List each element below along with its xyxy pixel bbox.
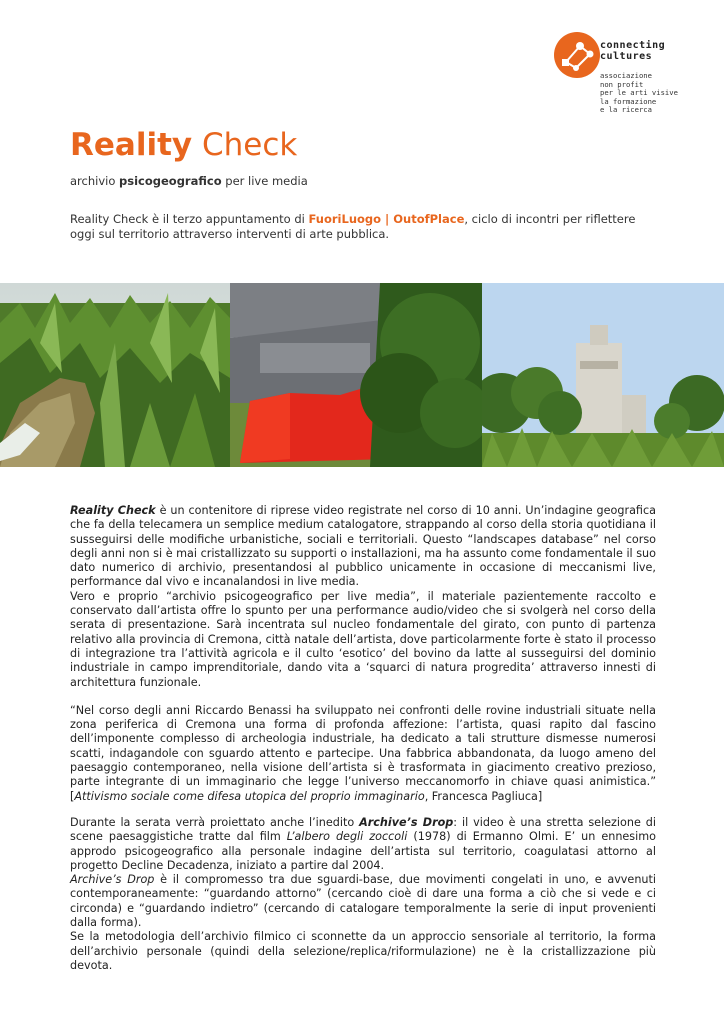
paragraph-5 xyxy=(70,873,656,930)
p5-b: è il compromesso tra due sguardi-base, due movimenti congelati in uno, e avvenuti contemporaneamente: “guardando attorno” (cercando cioè di dare una forma a ciò che si vede e ci circonda) e “guardando indietro” (cercando di catalogare temporalmente la serie di input provenienti dalla forma). xyxy=(70,873,656,930)
title-part1: Reality xyxy=(70,127,193,163)
intro-paragraph xyxy=(70,212,660,242)
subtitle-pre: archivio xyxy=(70,174,120,188)
logo-tagline-line: e la ricerca xyxy=(600,105,652,115)
paragraph-3 xyxy=(70,704,656,804)
quote-text: “Nel corso degli anni Riccardo Benassi ha sviluppato nei confronti delle rovine industriali situate nella zona periferica di Cremona una forma di profonda affezione: l’artista, quasi rapito dal fascino dell’imponente complesso di archeologia industriale, ha dedicato a tali strutture dismesse numerosi scatti, indagandole con sguardo attento e partecipe. Una fabbrica abbandonata, da luogo ameno del paesaggio contemporaneo, nella visione dell’artista si è trasformata in giacimento creativo prezioso, parte integrante di un immaginario che legge l’universo meccanomorfo in chiave quasi animistica.” [ xyxy=(70,703,656,803)
film-title: L’albero degli zoccoli xyxy=(286,830,408,844)
archives-drop-italic: Archive’s Drop xyxy=(70,873,155,887)
cornfield-photo xyxy=(0,283,230,467)
logo-tagline-line: per le arti visive xyxy=(600,88,678,98)
title-part2: Check xyxy=(201,127,298,163)
reality-check-lead: Reality Check xyxy=(70,504,156,517)
intro-pre: Reality Check è il terzo appuntamento di xyxy=(70,212,309,226)
logo-wordmark xyxy=(600,40,665,62)
logo-name-line2: cultures xyxy=(600,51,653,62)
event-link[interactable]: FuoriLuogo | OutofPlace xyxy=(308,212,465,226)
paragraph-1 xyxy=(70,504,656,590)
page-subtitle xyxy=(70,174,308,188)
archives-drop-title: Archive’s Drop xyxy=(359,815,454,829)
logo-tagline xyxy=(600,72,678,115)
logo-name-line1: connecting xyxy=(600,40,666,51)
intro-post: , ciclo di incontri per riflettere oggi sul territorio attraverso interventi di arte pubblica. xyxy=(70,212,636,241)
subtitle-post: per live media xyxy=(221,174,308,188)
p4-a: Durante la serata verrà proiettato anche l’inedito xyxy=(70,815,360,829)
paragraph-2: Vero e proprio “archivio psicogeografico per live media”, il materiale pazientemente raccolto e conservato dall’artista offre lo spunto per una performance audio/video che si svolgerà nel corso della serata di presentazione. Sarà incentrata sul nucleo fondamentale del girato, con punto di partenza relativo alla provincia di Cremona, città natale dell’artista, dove particolarmente forte è stato il processo di integrazione tra l’attività agricola e il culto ‘esotico’ del bovino da latte al susseguirsi del dominio industriale in campo imprenditoriale, dando vita a ‘squarci di natura progredita’ attraverso innesti di architettura funzionale. xyxy=(70,589,656,689)
logo-tagline-line: la formazione xyxy=(600,96,657,106)
body-text xyxy=(70,504,656,973)
photo-strip xyxy=(0,283,724,467)
p4-e: (1978) di Ermanno Olmi. E’ un ennesimo approdo psicogeografico alla personale indagine dell’artista sul territorio, coagulatasi attorno al progetto Decline Decadenza, iniziato a partire dal 2004. xyxy=(70,830,656,872)
paragraph-6: Se la metodologia dell’archivio filmico ci sconnette da un approccio sensoriale al territorio, la forma dell’archivio personale (quindi della selezione/replica/riformulazione) ne è la cristallizzazione più devota. xyxy=(70,930,656,972)
subtitle-bold: psicogeografico xyxy=(119,174,222,188)
quote-citation: Attivismo sociale come difesa utopica del proprio immaginario xyxy=(74,789,425,803)
paragraph-4 xyxy=(70,816,656,873)
network-logo-icon xyxy=(554,32,600,78)
factory-tower-photo xyxy=(482,283,724,467)
paragraph-1-text: è un contenitore di riprese video registrate nel corso di 10 anni. Un’indagine geografica che fa della telecamera un semplice medium catalogatore, strappando al corso della storia quotidiana il susseguirsi delle modifiche urbanistiche, sociali e territoriali. Questo “landscapes database” nel corso degli anni non si è mai cristallizzato su supporti o installazioni, ma ha assunto come fondamentale il suo dato numerico di archivio, presentandosi al pubblico unicamente in occasione di meccanismi live, performance dal vivo e incanalandosi in live media. xyxy=(70,504,656,589)
page-title xyxy=(70,126,297,164)
connecting-cultures-logo xyxy=(548,30,678,114)
quote-author: , Francesca Pagliuca] xyxy=(424,789,543,803)
p4-c: : il video è una stretta selezione di scene paesaggistiche tratte dal film xyxy=(70,815,656,844)
logo-tagline-line: non profit xyxy=(600,79,644,89)
logo-tagline-line: associazione xyxy=(600,71,652,80)
red-fence-photo xyxy=(230,283,482,467)
